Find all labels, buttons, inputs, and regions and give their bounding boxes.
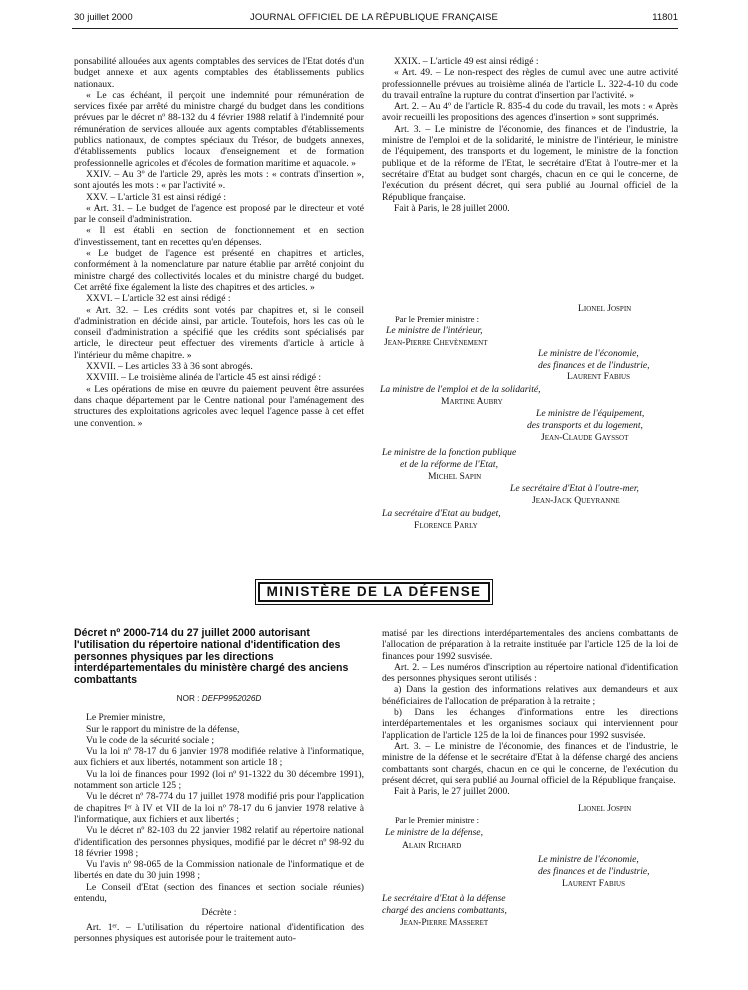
paragraph: Vu le décret nº 78-774 du 17 juillet 1978 modifié pris pour l'application de chapitres Iᵉʳ à IV et VII de la loi nº 78-17 du 6 janvier 1978 relative à l'informatique, aux fichiers et aux libertés ;	[74, 791, 364, 825]
paragraph: « Art. 31. – Le budget de l'agence est proposé par le directeur et voté par le conseil d'administration.	[74, 202, 364, 226]
column-bottom-left	[74, 628, 364, 944]
signature-title: Le ministre de l'économie,	[538, 854, 639, 865]
nor-label: NOR :	[176, 693, 200, 703]
paragraph: Vu la loi de finances pour 1992 (loi nº 91-1322 du 30 décembre 1991), notamment son article 125 ;	[74, 768, 364, 792]
paragraph: « Le cas échéant, il perçoit une indemnité pour rémunération de services fixée par arrêté du ministre chargé du budget dans les conditions prévues par le décret nº 88-132 du 4 février 1988 relatif à l'indemnité pour rémunération de services allouée aux agents comptables d'établissements publics nationaux, de comptes spéciaux du Trésor, de budgets annexes, d'établissements publics locaux d'enseignement et de formation professionnelle agricoles et d'écoles de formation maritime et aquacole. »	[74, 89, 364, 169]
signature-name: Alain Richard	[402, 840, 462, 851]
signature-title: La ministre de l'emploi et de la solidarité,	[380, 384, 541, 395]
paragraph: XXVIII. – Le troisième alinéa de l'article 45 est ainsi rédigé :	[86, 372, 322, 384]
signature-prime-minister: Lionel Jospin	[578, 803, 632, 814]
paragraph: Art. 3. – Le ministre de l'économie, des finances et de l'industrie, le ministre de la défense et le secrétaire d'Etat à la défense chargé des anciens combattants sont chargés, chacun en ce qui le concerne, de l'exécution du présent décret, qui sera publié au Journal officiel de la République française.	[382, 740, 678, 786]
column-bottom-right	[382, 628, 678, 797]
paragraph: Vu le code de la sécurité sociale ;	[86, 734, 215, 746]
paragraph: XXV. – L'article 31 est ainsi rédigé :	[86, 191, 227, 203]
page-header	[0, 8, 748, 28]
paragraph: Sur le rapport du ministre de la défense,	[86, 723, 240, 735]
signature-name: Michel Sapin	[428, 471, 482, 482]
signature-title: Le secrétaire d'Etat à la défense	[382, 893, 506, 904]
signature-intro: Par le Premier ministre :	[395, 815, 480, 825]
signature-name: Jean-Pierre Masseret	[400, 917, 489, 928]
paragraph: « Il est établi en section de fonctionnement et en section d'investissement, tant en recettes qu'en dépenses.	[74, 225, 364, 248]
paragraph: Le Premier ministre,	[86, 712, 166, 724]
paragraph: XXIV. – Au 3º de l'article 29, après les mots : « contrats d'insertion », sont ajoutés les mots : « par l'activité ».	[74, 168, 364, 192]
signature-name: Martine Aubry	[441, 396, 503, 407]
paragraph: « Art. 49. – Le non-respect des règles de cumul avec une autre activité professionnelle prévues au troisième alinéa de l'article L. 322-4-10 du code du travail entraîne la rupture du contrat d'insertion par l'activité. »	[382, 67, 678, 101]
signature-name: Laurent Fabius	[567, 371, 630, 382]
paragraph: Le Conseil d'Etat (section des finances et section sociale réunies) entendu,	[74, 881, 364, 905]
paragraph: XXIX. – L'article 49 est ainsi rédigé :	[394, 56, 539, 67]
paragraph: Vu la loi nº 78-17 du 6 janvier 1978 modifiée relative à l'informatique, aux fichiers et aux libertés, notamment son article 18 ;	[74, 746, 364, 769]
signature-title: chargé des anciens combattants,	[382, 905, 507, 916]
nor-reference	[74, 693, 364, 704]
signature-name: Jean-Jack Queyranne	[532, 495, 620, 506]
signature-name: Laurent Fabius	[562, 878, 625, 889]
decrete-heading: Décrète :	[201, 907, 237, 919]
paragraph: XXVII. – Les articles 33 à 36 sont abrogés.	[86, 361, 253, 373]
header-date: 30 juillet 2000	[74, 12, 133, 23]
paragraph: Art. 3. – Le ministre de l'économie, des finances et de l'industrie, la ministre de l'emploi et de la solidarité, le ministre de l'intérieur, le ministre de l'équipement, des transports et du logement, le ministre de la fonction publique et de la réforme de l'Etat, le secrétaire d'Etat à l'outre-mer et la secrétaire d'Etat au budget sont chargés, chacun en ce qui le concerne, de l'exécution du présent décret, qui sera publié au Journal officiel de la République française.	[382, 123, 678, 203]
signature-prime-minister: Lionel Jospin	[578, 303, 632, 314]
signature-title: Le ministre de l'intérieur,	[386, 325, 483, 336]
signature-name: Jean-Claude Gayssot	[541, 432, 629, 443]
paragraph: Fait à Paris, le 27 juillet 2000.	[394, 786, 510, 798]
paragraph: Fait à Paris, le 28 juillet 2000.	[394, 202, 510, 214]
signature-title: des transports et du logement,	[527, 420, 643, 431]
signature-title: et de la réforme de l'Etat,	[400, 459, 498, 470]
paragraph: b) Dans les échanges d'informations entre les directions interdépartementales et les organismes sociaux qui interviennent pour l'application de l'article 125 de la loi de finances pour 1992 susvisée.	[382, 707, 678, 741]
paragraph: ponsabilité allouées aux agents comptables des services de l'Etat dotés d'un budget annexe et aux agents comptables des établissements publics nationaux.	[74, 56, 364, 90]
paragraph: Vu l'avis nº 98-065 de la Commission nationale de l'informatique et de libertés en date du 30 juin 1998 ;	[74, 859, 364, 882]
signature-title: Le ministre de la fonction publique	[382, 447, 517, 458]
signature-title: La secrétaire d'Etat au budget,	[382, 508, 501, 519]
paragraph: « Art. 32. – Les crédits sont votés par chapitres et, si le conseil d'administration en décide ainsi, par article. Toutefois, hors les cas où le conseil d'administration a spécifié que les crédits sont spécialisés par article, le directeur peut effectuer des virements d'article à article à l'intérieur du même chapitre. »	[74, 304, 364, 361]
signature-title: Le ministre de la défense,	[385, 827, 483, 838]
signature-title: des finances et de l'industrie,	[538, 360, 650, 371]
signature-title: des finances et de l'industrie,	[538, 866, 650, 877]
paragraph: Art. 1ᵉʳ. – L'utilisation du répertoire national d'identification des personnes physiques est autorisée pour le traitement auto-	[74, 921, 364, 944]
header-journal-title: JOURNAL OFFICIEL DE LA RÉPUBLIQUE FRANÇAISE	[249, 12, 499, 23]
signature-name: Jean-Pierre Chevènement	[384, 337, 488, 348]
column-top-left	[74, 56, 364, 429]
paragraph: a) Dans la gestion des informations relatives aux demandeurs et aux bénéficiaires de l'allocation de préparation à la retraite ;	[382, 684, 678, 707]
column-top-right	[382, 56, 678, 214]
paragraph: Art. 2. – Les numéros d'inscription au répertoire national d'identification des personnes physiques seront utilisés :	[382, 661, 678, 685]
paragraph: XXVI. – L'article 32 est ainsi rédigé :	[86, 293, 231, 305]
paragraph: « Le budget de l'agence est présenté en chapitres et articles, conformément à la nomenclature par nature établie par arrêté conjoint du ministre chargé des collectivités locales et du ministre chargé du budget. Cet arrêté fixe également la liste des chapitres et des articles. »	[74, 248, 364, 293]
header-rule	[72, 28, 678, 29]
ministry-banner-title: MINISTÈRE DE LA DÉFENSE	[258, 582, 490, 602]
signature-intro: Par le Premier ministre :	[395, 314, 480, 324]
paragraph: Art. 2. – Au 4º de l'article R. 835-4 du code du travail, les mots : « Après avoir recueilli les propositions des agences d'insertion » sont supprimés.	[382, 101, 678, 124]
paragraph: « Les opérations de mise en œuvre du paiement peuvent être assurées dans chaque département par le Centre national pour l'aménagement des structures des exploitations agricoles avec lequel l'agence passe à cet effet une convention. »	[74, 383, 364, 429]
signature-title: Le ministre de l'économie,	[538, 348, 639, 359]
nor-code: DEFP9952026D	[201, 693, 262, 703]
paragraph: Vu le décret nº 82-103 du 22 janvier 1982 relatif au répertoire national d'identification des personnes physiques, modifié par le décret nº 98-92 du 18 février 1998 ;	[74, 825, 364, 859]
signature-title: Le secrétaire d'Etat à l'outre-mer,	[510, 483, 639, 494]
decree-title: Décret nº 2000-714 du 27 juillet 2000 autorisant l'utilisation du répertoire national d'identification des personnes physiques par les directions interdépartementales du ministère chargé des anciens combattants	[74, 627, 349, 687]
ministry-banner	[255, 579, 493, 605]
header-page-number: 11801	[652, 12, 678, 23]
signature-title: Le ministre de l'équipement,	[536, 408, 645, 419]
signature-name: Florence Parly	[414, 520, 478, 531]
paragraph: matisé par les directions interdépartementales des anciens combattants de l'allocation de préparation à la retraite instituée par l'article 125 de la loi de finances pour 1992 susvisée.	[382, 628, 678, 662]
